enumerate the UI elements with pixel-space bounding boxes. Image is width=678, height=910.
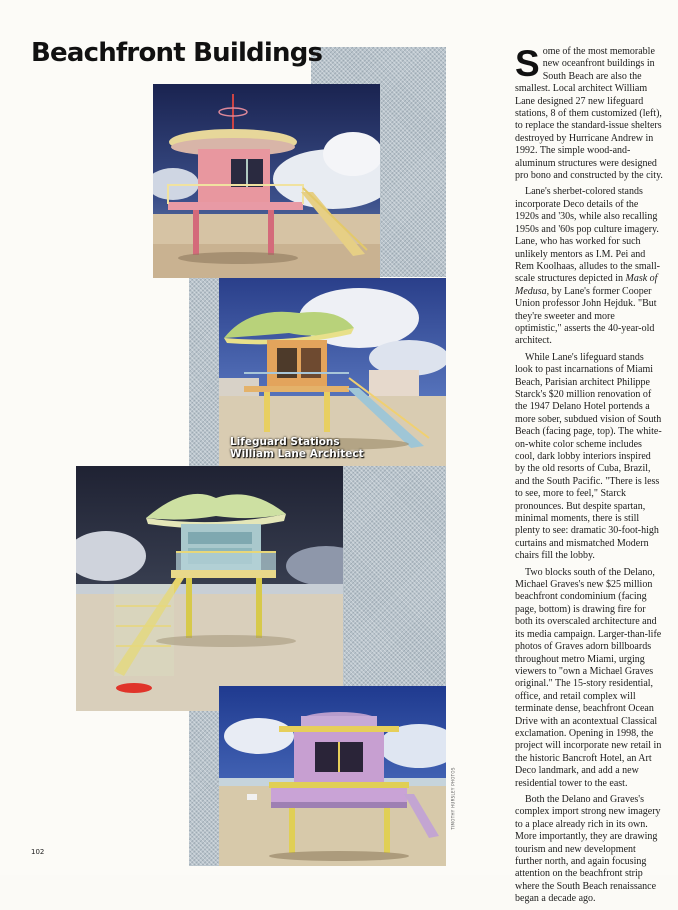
- article-paragraph-1: [515, 43, 663, 182]
- hatched-strip-right: [343, 466, 446, 686]
- hatched-strip-left-2: [189, 686, 219, 866]
- article-body: [515, 43, 663, 910]
- photo-credit: [446, 766, 454, 836]
- photo-pink-lifeguard-station: [153, 84, 380, 278]
- photo-caption: [230, 436, 364, 460]
- article-paragraph-2: [515, 186, 663, 347]
- book-title: Mask of Medusa,: [515, 273, 658, 297]
- photo-blue-lifeguard-station: [76, 466, 343, 711]
- article-lead-text: ome of the most memorable new oceanfront buildings in South Beach are also the smallest. Local architect William Lane designed 27 new lifeguard stations, 8 of them customized (left), to replace the standard-issue shelters destroyed by Hurricane Andrew in 1992. The simple wood-and-aluminum structures were designed pro bono and constructed by the city.: [515, 46, 663, 182]
- article-p2-text-b: by Lane's former Cooper Union professor John Hejduk. "But they're sweeter and more optimistic," asserts the 40-year-old architect.: [515, 285, 657, 347]
- article-paragraph-5: Both the Delano and Graves's complex import strong new imagery to a place already rich in its own. More importantly, they are drawing tourism and new development further north, and again focusing attention on the beachfront strip where the South Beach renaissance began a decade ago.: [515, 793, 661, 905]
- drop-cap: S: [515, 43, 540, 84]
- caption-architect: William Lane Architect: [230, 448, 364, 460]
- photo-credit-text: TIMOTHY HURSLEY PHOTOS: [450, 767, 456, 830]
- article-p2-text-a: Lane's sherbet-colored stands incorporate Deco details of the 1920s and '30s, while also recalling 1950s and '60s pop culture imagery. Lane, who has worked for such unlikely mentors as I.M. Pei and Rem Koolhaas, alludes to the small-scale structures depicted in: [515, 186, 660, 285]
- page-title: Beachfront Buildings: [31, 38, 323, 68]
- caption-title: Lifeguard Stations: [230, 436, 340, 448]
- hatched-strip-left-1: [189, 278, 219, 466]
- photo-purple-lifeguard-station: [219, 686, 446, 866]
- page-number: 102: [31, 848, 45, 856]
- article-paragraph-3: While Lane's lifeguard stands look to past incarnations of Miami Beach, Parisian architect Philippe Starck's $20 million renovation of the 1947 Delano Hotel portends a more sober, subdued vision of South Beach (facing page, top). The white-on-white color scheme includes cool, dark lobby interiors inspired by the old resorts of Cuba, Brazil, and the South Pacific. "There is less to see, more to feel," Starck pronounces. But despite spartan, minimal moments, there is still plenty to see: dramatic 30-foot-high curtains and mismatched Modern chairs fill the lobby.: [515, 351, 662, 562]
- article-paragraph-4: Two blocks south of the Delano, Michael Graves's new $25 million beachfront condominium (facing page, bottom) is drawing fire for both its overscaled architecture and its media campaign. Larger-than-life photos of Graves adorn billboards throughout metro Miami, urging viewers to "own a Michael Graves original." The 15-story residential, office, and retail complex will terminate dense, beachfront Ocean Drive with an acontextual Classical exclamation. Opening in 1998, the project will incorporate new retail in the historic Bancroft Hotel, an Art Deco landmark, and add a new residential tower to the east.: [515, 566, 662, 789]
